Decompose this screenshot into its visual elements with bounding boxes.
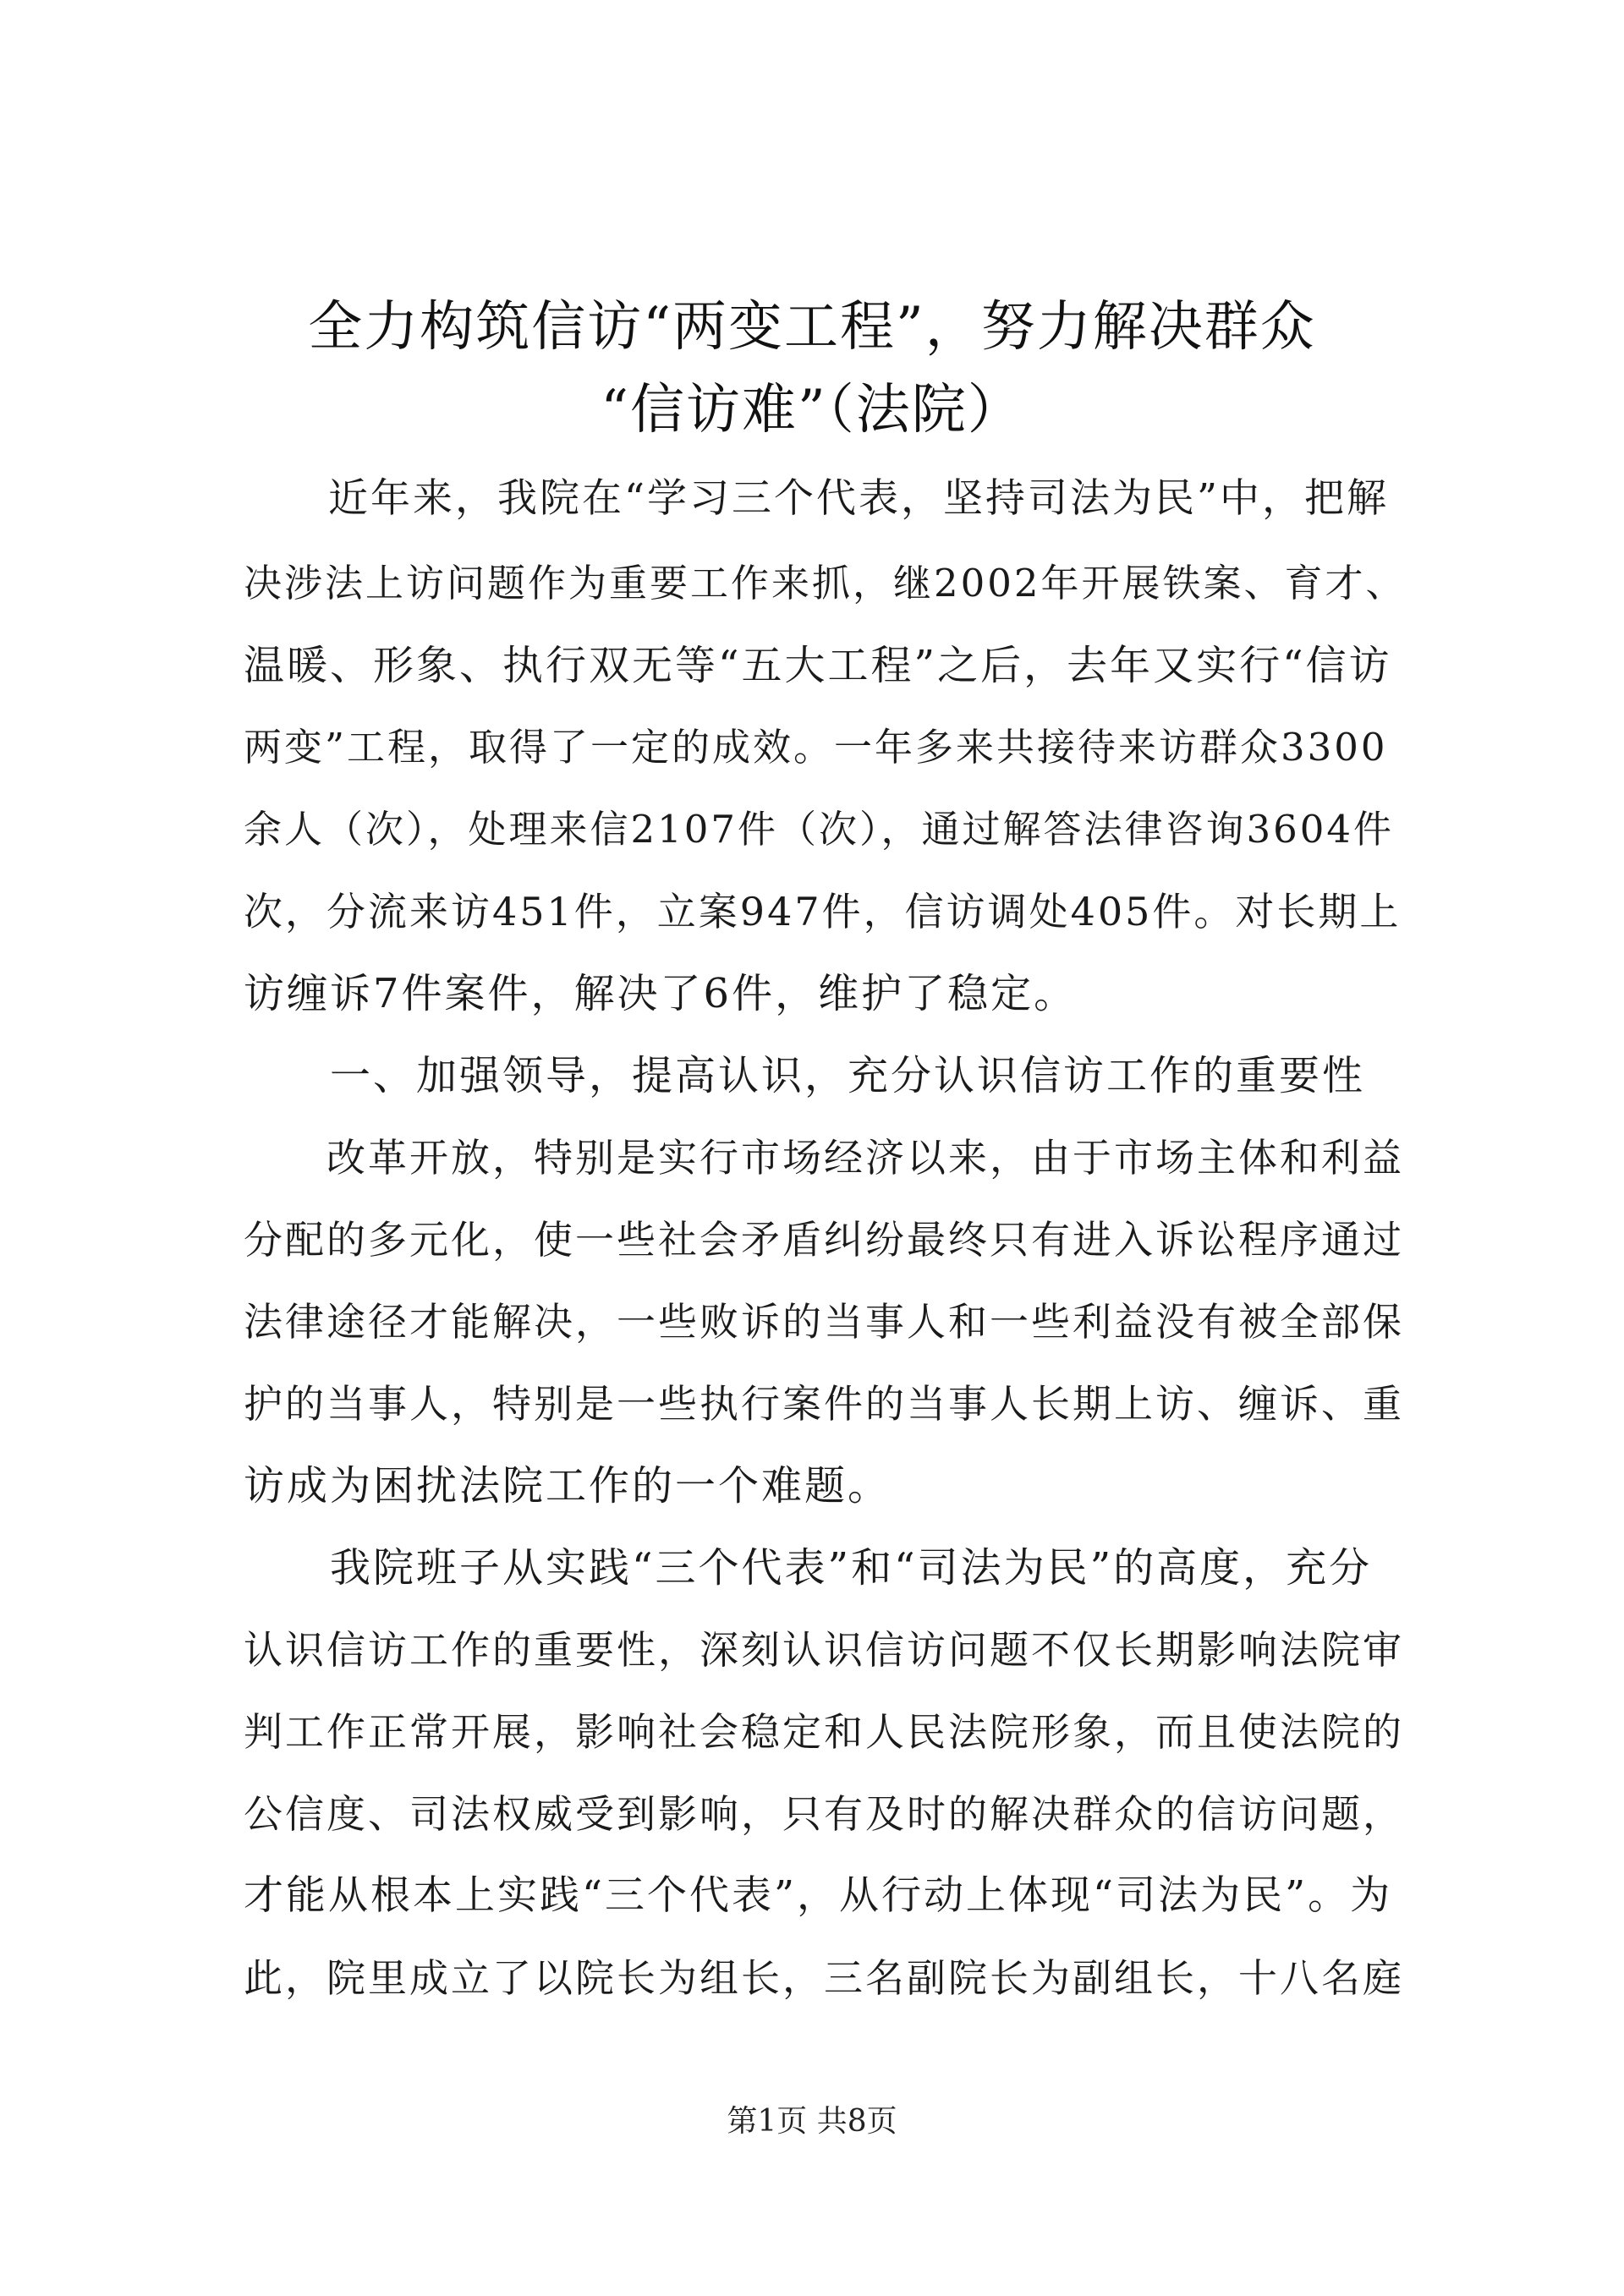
body-text-line: 我院班子从实践“三个代表”和“司法为民”的高度，充分 [244, 1544, 1373, 1592]
body-text-line: 次，分流来访451件，立案947件，信访调处405件。对长期上 [244, 889, 1402, 934]
body-text-line: 此，院里成立了以院长为组长，三名副院长为副组长，十八名庭 [244, 1955, 1404, 2001]
body-text-line: 近年来，我院在“学习三个代表，坚持司法为民”中，把解 [244, 475, 1390, 522]
body-text-line: 护的当事人，特别是一些执行案件的当事人长期上访、缠诉、重 [244, 1381, 1404, 1427]
page-number-footer: 第1页 共8页 [727, 2104, 897, 2139]
body-text-line: 法律途径才能解决，一些败诉的当事人和一些利益没有被全部保 [244, 1299, 1404, 1345]
body-text-line: 访缠诉7件案件，解决了6件，维护了稳定。 [244, 970, 1078, 1017]
body-text-line: 判工作正常开展，影响社会稳定和人民法院形象，而且使法院的 [244, 1709, 1404, 1755]
body-text-line: 认识信访工作的重要性，深刻认识信访问题不仅长期影响法院审 [244, 1627, 1404, 1673]
document-title-line-2: “信访难”（法院） [601, 379, 1023, 441]
body-text-line: 才能从根本上实践“三个代表”，从行动上体现“司法为民”。为 [244, 1872, 1393, 1919]
body-text-line: 余人（次），处理来信2107件（次），通过解答法律咨询3604件 [244, 807, 1395, 852]
body-text-line: 决涉法上访问题作为重要工作来抓，继2002年开展铁案、育才、 [244, 561, 1407, 606]
body-text-line: 公信度、司法权威受到影响，只有及时的解决群众的信访问题， [244, 1791, 1404, 1837]
body-text-line: 温暖、形象、执行双无等“五大工程”之后，去年又实行“信访 [244, 642, 1392, 689]
section-heading: 一、加强领导，提高认识，充分认识信访工作的重要性 [244, 1052, 1366, 1099]
body-text-line: 分配的多元化，使一些社会矛盾纠纷最终只有进入诉讼程序通过 [244, 1217, 1404, 1263]
document-title-line-1: 全力构筑信访“两变工程”，努力解决群众 [308, 296, 1316, 359]
body-text-line: 两变”工程，取得了一定的成效。一年多来共接待来访群众3300 [244, 725, 1388, 770]
body-text-line: 访成为困扰法院工作的一个难题。 [244, 1462, 892, 1510]
body-text-line: 改革开放，特别是实行市场经济以来，由于市场主体和利益 [244, 1135, 1404, 1181]
